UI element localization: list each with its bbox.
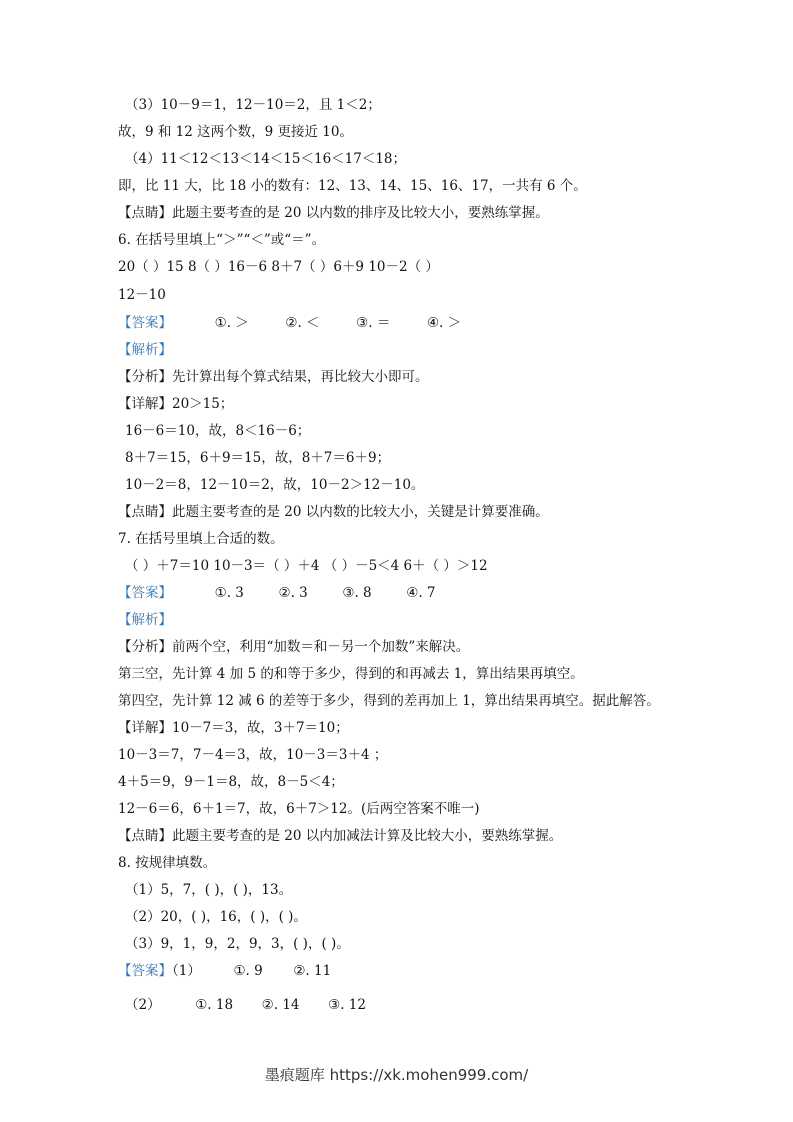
- answer-item: ①. 9: [233, 963, 263, 979]
- answer-line: [118, 962, 733, 980]
- answer-label: 【答案】: [118, 315, 172, 331]
- detail-line: 10－2＝8，12－10＝2，故，10－2＞12－10。: [125, 477, 425, 493]
- answer-part: （1）: [172, 963, 201, 979]
- detail-line: 【详解】10－7＝3，故，3＋7＝10；: [118, 720, 349, 736]
- answer-line: [125, 996, 733, 1014]
- answer-item: ①. ＞: [214, 315, 249, 331]
- question-item: （2）20，( )，16，( )，( )。: [125, 909, 307, 925]
- analysis-line: 第三空，先计算 4 加 5 的和等于多少，得到的和再减去 1，算出结果再填空。: [118, 666, 584, 682]
- question-title: 6. 在括号里填上“＞”“＜”或“＝”。: [118, 232, 326, 248]
- analysis-line: 【分析】先计算出每个算式结果，再比较大小即可。: [118, 369, 429, 385]
- text-line: （4）11＜12＜13＜14＜15＜16＜17＜18；: [125, 151, 407, 167]
- answer-item: ③. ＝: [356, 315, 391, 331]
- answer-item: ③. 12: [328, 997, 366, 1013]
- answer-item: ②. 11: [293, 963, 332, 979]
- answer-item: ①. 3: [214, 585, 244, 601]
- question-item: （3）9，1，9，2，9，3，( )，( )。: [125, 936, 350, 952]
- question-item: （1）5，7，( )，( )，13。: [125, 882, 293, 898]
- analysis-line: 第四空，先计算 12 减 6 的差等于多少，得到的差再加上 1，算出结果再填空。据此解答。: [118, 693, 660, 709]
- detail-line: 4＋5＝9，9－1＝8，故，8－5＜4；: [118, 774, 344, 790]
- comment-line: 【点睛】此题主要考查的是 20 以内数的排序及比较大小，要熟练掌握。: [118, 205, 549, 221]
- comment-line: 【点睛】此题主要考查的是 20 以内数的比较大小，关键是计算要准确。: [118, 504, 549, 520]
- detail-line: 10－3＝7，7－4＝3，故，10－3＝3＋4 ；: [118, 747, 388, 763]
- answer-label: 【答案】: [118, 963, 172, 979]
- answer-item: ①. 18: [195, 997, 234, 1013]
- detail-line: 【详解】20＞15；: [118, 396, 234, 412]
- answer-item: ③. 8: [342, 585, 372, 601]
- analysis-label: 【解析】: [118, 612, 172, 628]
- answer-line: [118, 314, 733, 332]
- question-blanks: （ ）＋7＝10 10－3＝（ ）＋4 （ ）－5＜4 6＋（ ）＞12: [125, 558, 488, 574]
- answer-item: ②. 3: [278, 585, 308, 601]
- question-blanks-cont: 12－10: [118, 287, 166, 303]
- footer-watermark: 墨痕题库 https://xk.mohen999.com/: [264, 1066, 529, 1084]
- analysis-label: 【解析】: [118, 342, 172, 358]
- question-title: 7. 在括号里填上合适的数。: [118, 531, 284, 547]
- answer-part: （2）: [125, 997, 161, 1013]
- detail-line: 8＋7＝15，6＋9＝15，故，8＋7＝6＋9；: [125, 450, 391, 466]
- answer-item: ②. ＜: [285, 315, 320, 331]
- answer-line: [118, 584, 733, 602]
- detail-line: 12－6＝6，6＋1＝7，故，6＋7＞12。(后两空答案不唯一): [118, 801, 480, 817]
- text-line: 故，9 和 12 这两个数，9 更接近 10。: [118, 124, 353, 140]
- answer-item: ④. ＞: [426, 315, 462, 331]
- answer-label: 【答案】: [118, 585, 172, 601]
- question-title: 8. 按规律填数。: [118, 855, 217, 871]
- answer-item: ④. 7: [406, 585, 436, 601]
- text-line: 即，比 11 大，比 18 小的数有：12、13、14、15、16、17，一共有 6 个。: [118, 178, 587, 194]
- text-line: （3）10－9＝1，12－10＝2，且 1＜2；: [125, 97, 381, 113]
- detail-line: 16－6＝10，故，8＜16－6；: [125, 423, 311, 439]
- comment-line: 【点睛】此题主要考查的是 20 以内加减法计算及比较大小，要熟练掌握。: [118, 828, 563, 844]
- answer-item: ②. 14: [261, 997, 300, 1013]
- analysis-line: 【分析】前两个空，利用“加数＝和－另一个加数”来解决。: [118, 639, 470, 655]
- question-blanks: 20（ ）15 8（ ）16－6 8＋7（ ）6＋9 10－2（ ）: [118, 259, 439, 275]
